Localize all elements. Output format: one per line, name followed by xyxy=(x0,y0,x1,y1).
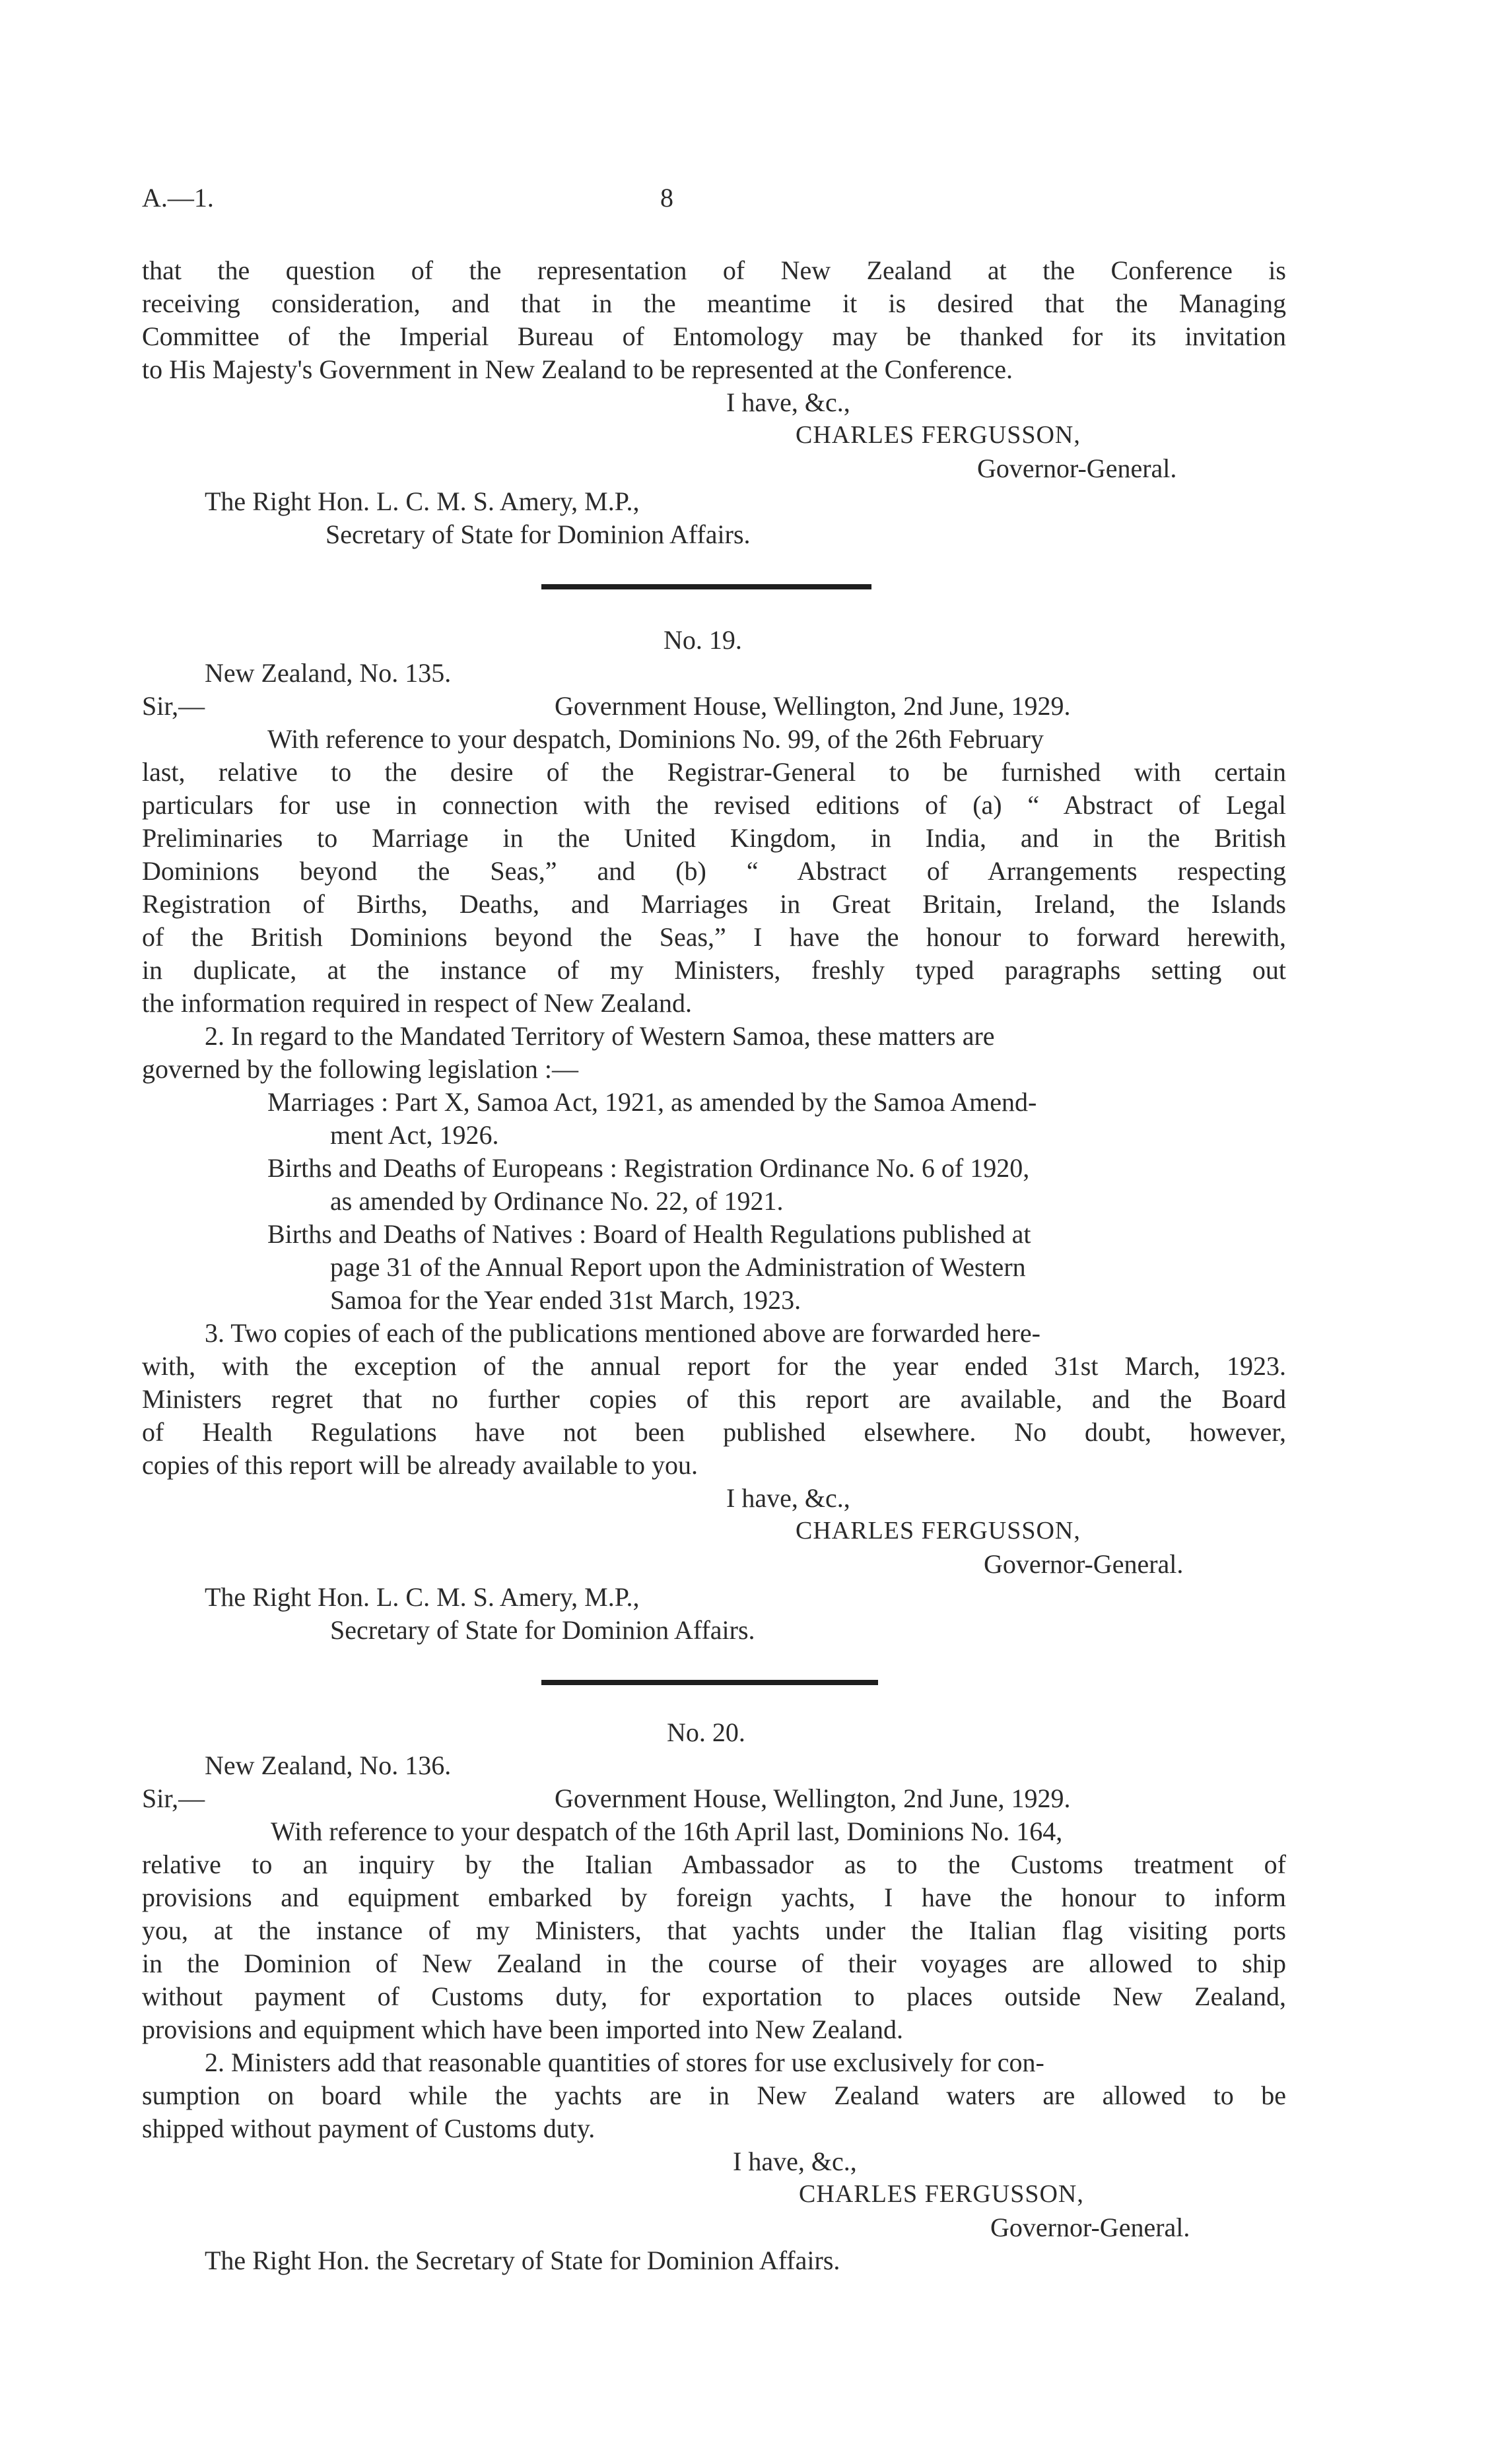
text-line: particulars for use in connection with the revised editions of (a) “ Abstract of Legal xyxy=(142,790,1286,820)
page-number: 8 xyxy=(660,183,673,213)
signature: CHARLES FERGUSSON, xyxy=(796,1517,1081,1545)
text-line: in duplicate, at the instance of my Ministers, freshly typed paragraphs setting out xyxy=(142,955,1286,985)
addressee-office: Secretary of State for Dominion Affairs. xyxy=(325,519,751,549)
letter-number: No. 19. xyxy=(664,625,742,655)
text-line: sumption on board while the yachts are in New Zealand waters are allowed to be xyxy=(142,2081,1286,2110)
list-item: Births and Deaths of Europeans : Registration Ordinance No. 6 of 1920, xyxy=(267,1153,1030,1183)
document-reference: A.—1. xyxy=(142,183,214,213)
text-line: to His Majesty's Government in New Zealand to be represented at the Conference. xyxy=(142,354,1013,384)
text-line: relative to an inquiry by the Italian Ambassador as to the Customs treatment of xyxy=(142,1849,1286,1879)
letter-number: No. 20. xyxy=(667,1717,745,1747)
text-line: provisions and equipment which have been imported into New Zealand. xyxy=(142,2014,904,2044)
signature: CHARLES FERGUSSON, xyxy=(799,2180,1084,2208)
text-line: last, relative to the desire of the Registrar-General to be furnished with certain xyxy=(142,757,1286,787)
text-line: of the British Dominions beyond the Seas,” I have the honour to forward herewith, xyxy=(142,922,1286,952)
signature: CHARLES FERGUSSON, xyxy=(796,421,1081,449)
text-line: shipped without payment of Customs duty. xyxy=(142,2114,596,2143)
signatory-title: Governor-General. xyxy=(977,453,1177,483)
list-item-continuation: ment Act, 1926. xyxy=(330,1120,499,1150)
closing: I have, &c., xyxy=(733,2147,857,2176)
letter-reference: New Zealand, No. 136. xyxy=(205,1750,452,1780)
place-date: Government House, Wellington, 2nd June, 1929. xyxy=(555,1783,1071,1813)
text-line: without payment of Customs duty, for exportation to places outside New Zealand, xyxy=(142,1981,1286,2011)
closing: I have, &c., xyxy=(726,387,850,417)
addressee: The Right Hon. L. C. M. S. Amery, M.P., xyxy=(205,1582,640,1612)
letter-reference: New Zealand, No. 135. xyxy=(205,658,452,688)
text-line: you, at the instance of my Ministers, that yachts under the Italian flag visiting ports xyxy=(142,1915,1286,1945)
text-line: With reference to your despatch of the 16th April last, Dominions No. 164, xyxy=(271,1816,1063,1846)
list-item-continuation: as amended by Ordinance No. 22, of 1921. xyxy=(330,1186,784,1216)
closing: I have, &c., xyxy=(726,1483,850,1513)
salutation: Sir,— xyxy=(142,691,205,721)
addressee: The Right Hon. the Secretary of State for Dominion Affairs. xyxy=(205,2246,840,2275)
text-line: of Health Regulations have not been published elsewhere. No doubt, however, xyxy=(142,1417,1286,1447)
text-line: receiving consideration, and that in the meantime it is desired that the Managing xyxy=(142,288,1286,318)
text-line: in the Dominion of New Zealand in the course of their voyages are allowed to ship xyxy=(142,1948,1286,1978)
text-line: Dominions beyond the Seas,” and (b) “ Abstract of Arrangements respecting xyxy=(142,856,1286,886)
signatory-title: Governor-General. xyxy=(984,1549,1184,1579)
text-line: copies of this report will be already available to you. xyxy=(142,1450,698,1480)
text-line: provisions and equipment embarked by foreign yachts, I have the honour to inform xyxy=(142,1882,1286,1912)
addressee: The Right Hon. L. C. M. S. Amery, M.P., xyxy=(205,486,640,516)
text-line: With reference to your despatch, Dominions No. 99, of the 26th February xyxy=(267,724,1044,754)
text-line: Registration of Births, Deaths, and Marriages in Great Britain, Ireland, the Islands xyxy=(142,889,1286,919)
list-item-continuation: Samoa for the Year ended 31st March, 1923. xyxy=(330,1285,801,1315)
place-date: Government House, Wellington, 2nd June, 1929. xyxy=(555,691,1071,721)
text-line: 3. Two copies of each of the publications mentioned above are forwarded here- xyxy=(205,1318,1040,1348)
text-line: 2. Ministers add that reasonable quantities of stores for use exclusively for con- xyxy=(205,2048,1044,2077)
text-line: 2. In regard to the Mandated Territory of Western Samoa, these matters are xyxy=(205,1021,995,1051)
text-line: Preliminaries to Marriage in the United Kingdom, in India, and in the British xyxy=(142,823,1286,853)
signatory-title: Governor-General. xyxy=(990,2213,1190,2242)
text-line: with, with the exception of the annual report for the year ended 31st March, 1923. xyxy=(142,1351,1286,1381)
text-line: that the question of the representation of New Zealand at the Conference is xyxy=(142,255,1286,285)
text-line: Ministers regret that no further copies of this report are available, and the Board xyxy=(142,1384,1286,1414)
text-line: governed by the following legislation :— xyxy=(142,1054,578,1084)
text-line: the information required in respect of New Zealand. xyxy=(142,988,693,1018)
list-item-continuation: page 31 of the Annual Report upon the Administration of Western xyxy=(330,1252,1026,1282)
addressee-office: Secretary of State for Dominion Affairs. xyxy=(330,1615,755,1645)
section-divider xyxy=(541,1680,878,1685)
list-item: Marriages : Part X, Samoa Act, 1921, as amended by the Samoa Amend- xyxy=(267,1087,1037,1117)
list-item: Births and Deaths of Natives : Board of Health Regulations published at xyxy=(267,1219,1031,1249)
salutation: Sir,— xyxy=(142,1783,205,1813)
section-divider xyxy=(541,584,871,589)
text-line: Committee of the Imperial Bureau of Entomology may be thanked for its invitation xyxy=(142,321,1286,351)
